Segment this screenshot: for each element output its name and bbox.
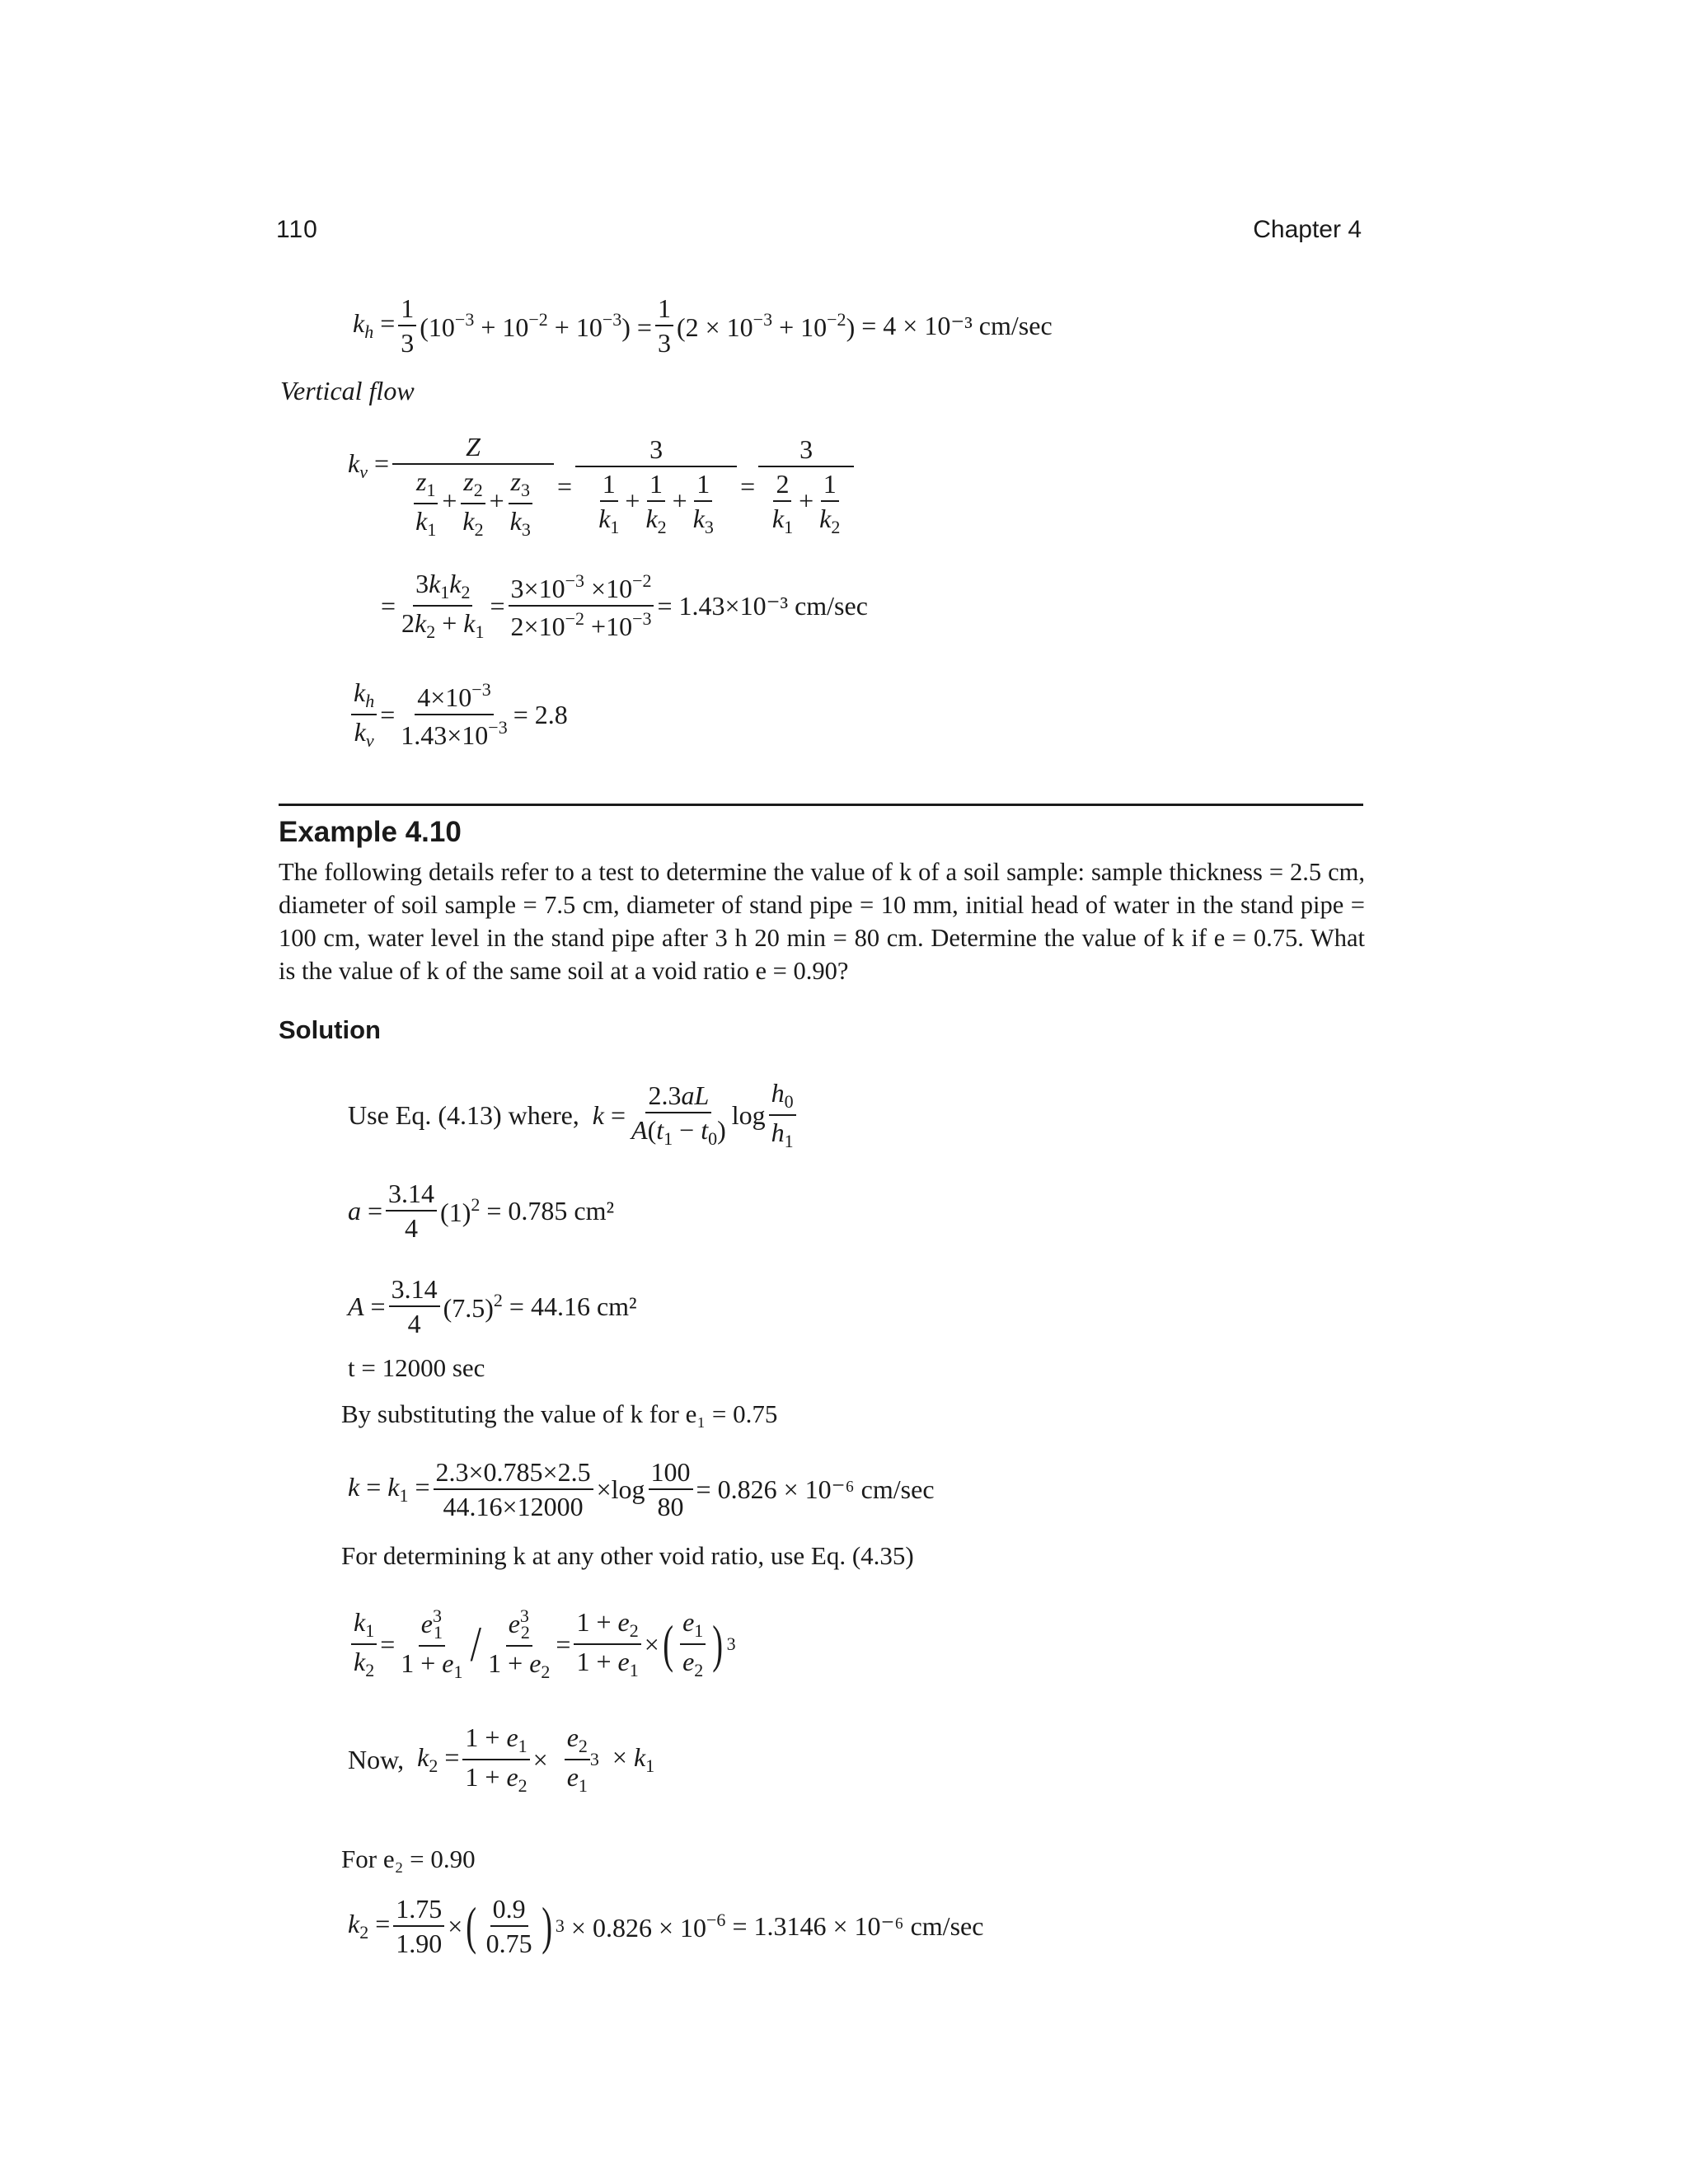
- use-eq-label: Use Eq. (4.13) where,: [348, 1100, 579, 1130]
- vertical-flow-heading: Vertical flow: [280, 376, 415, 405]
- use-eq-413: Use Eq. (4.13) where, k = $\frac{2.3aL}{A(t_1 - t_0)}$ log $\frac{h_0}{h_1}$: [348, 1080, 799, 1151]
- determining-text: For determining k at any other void ratio, use Eq. (4.35): [341, 1541, 914, 1570]
- void-ratio-equation: $\frac{k_1}{k_2}$ = $\frac{e^3_1}{1 + e_1}$ / $\frac{e^3_2}{1 + e_2}$ = $\frac{1 + e_2}{1 + e_1}$ × ( $\frac{e_1}{e_2}$ ) 3: [348, 1607, 736, 1681]
- substitute-text: By substituting the value of k for e₁ = 0.75: [341, 1399, 778, 1428]
- example-text: The following details refer to a test to determine the value of k of a soil sample: sample thickness = 2.5 cm, diameter of soil sample = 7.5 cm, diameter of stand pipe = 10 mm, initial head of water in the stand pipe = 100 cm, water level in the stand pipe after 3 h 20 min = 80 cm. Determine the value of k if e = 0.75. What is the value of k of the same soil at a void ratio e = 0.90?: [279, 858, 1365, 985]
- kh-equation: $k_h$ = $\frac{1}{3}$ $(10^{-3} + 10^{-2} + 10^{-3})$ = $\frac{1}{3}$ $(2 \times 10^{-3} + 10^{-2})$ = 4 × 10⁻³ cm/sec: [353, 293, 1053, 358]
- A-equation: A = $\frac{3.14}{4}$ $(7.5)^2$ = 44.16 cm²: [348, 1274, 637, 1338]
- section-divider: [279, 804, 1363, 806]
- kv-result: = 1.43×10⁻³ cm/sec: [657, 591, 868, 621]
- k2-formula: Now, $k_2$ = $\frac{1 + e_1}{1 + e_2}$ × $\frac{e_2}{e_1}$ 3 × $k_1$: [348, 1722, 655, 1796]
- k1-result: = 0.826 × 10⁻⁶ cm/sec: [696, 1474, 935, 1504]
- example-title: Example 4.10: [279, 816, 462, 848]
- kv-equation-2: = $\frac{3k_1k_2}{2k_2 + k_1}$ = $\frac{3\times 10^{-3} \times 10^{-2}}{2\times 10^{-2} +10^{-3}}$ = 1.43×10⁻³ cm/sec: [381, 569, 868, 642]
- kv-equation-1: $k_v$ = Z $\frac{z_1}{k_1}$ + $\frac{z_2}{k_2}$ + $\frac{z_3}{k_3}$ = 3 $\frac{1}{k_1}$ + $\frac{1}{k_2}$ + $\frac{1}{k_3}$ = 3 $\frac{2}{k_1}$ + $\frac{1}{k_2}$: [348, 434, 857, 539]
- k2-final-equation: $k_2$ = $\frac{1.75}{1.90}$ × ( $\frac{0.9}{0.75}$ ) 3 × $0.826 \times 10^{-6}$ = 1.3146 × 10⁻⁶ cm/sec: [348, 1894, 984, 1958]
- k2-result: = 1.3146 × 10⁻⁶ cm/sec: [732, 1911, 984, 1941]
- for-e2-text: For e₂ = 0.90: [341, 1844, 476, 1873]
- ratio-result: = 2.8: [513, 700, 568, 729]
- now-label: Now,: [348, 1745, 405, 1774]
- t-value: t = 12000 sec: [348, 1353, 485, 1382]
- k1-equation: $k = k_1$ = $\frac{2.3\times 0.785\times 2.5}{44.16\times 12000}$ ×log $\frac{100}{80}$ = 0.826 × 10⁻⁶ cm/sec: [348, 1457, 935, 1521]
- a-result: = 0.785 cm²: [486, 1196, 615, 1226]
- page-number: 110: [276, 216, 318, 243]
- kh-kv-ratio: $\frac{k_h}{k_v}$ = $\frac{4\times 10^{-3}}{1.43\times 10^{-3}}$ = 2.8: [348, 679, 568, 750]
- chapter-label: Chapter 4: [1253, 216, 1362, 243]
- kh-result: = 4 × 10⁻³ cm/sec: [861, 311, 1053, 340]
- solution-title: Solution: [279, 1015, 381, 1044]
- a-equation: a = $\frac{3.14}{4}$ $(1)^2$ = 0.785 cm²: [348, 1179, 615, 1243]
- A-result: = 44.16 cm²: [509, 1291, 637, 1321]
